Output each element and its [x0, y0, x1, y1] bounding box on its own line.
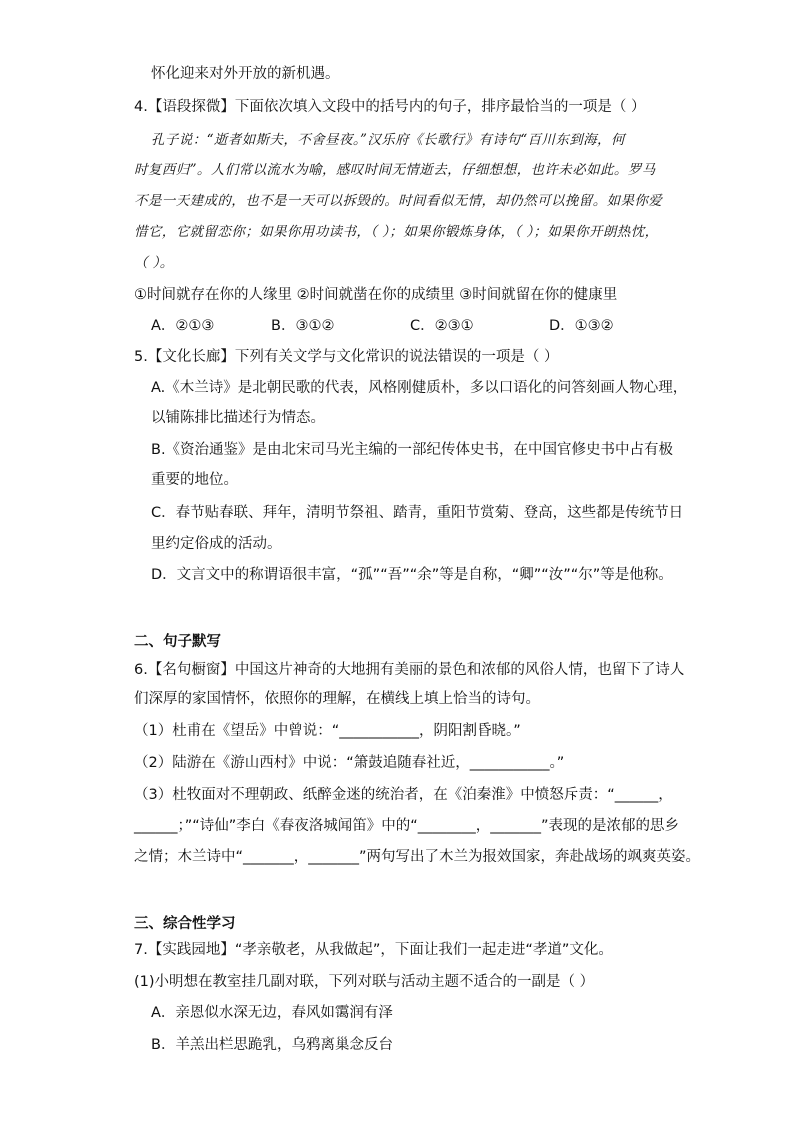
question-6: 6.【名句橱窗】中国这片神奇的大地拥有美丽的景色和浓郁的风俗人情，也留下了诗人 [134, 662, 685, 678]
passage-line: 惜它，它就留恋你；如果你用功读书，（ ）；如果你锻炼身体，（ ）；如果你开朗热忱， [134, 224, 659, 240]
option-d[interactable]: D．①③② [549, 318, 614, 334]
question-5-option-a[interactable]: A.《木兰诗》是北朝民歌的代表，风格刚健质朴，多以口语化的问答刻画人物心理， [151, 380, 688, 396]
sub-question: 之情；木兰诗中“_______，_______”两句写出了木兰为报效国家，奔赴战场的飒爽英姿。 [134, 849, 701, 865]
sub-question: （1）杜甫在《望岳》中曾说：“___________，阴阳割昏晓。” [134, 723, 521, 739]
option-continuation: 里约定俗成的活动。 [151, 536, 282, 552]
option-c[interactable]: C．②③① [410, 318, 474, 334]
question-5-option-b[interactable]: B.《资治通鉴》是由北宋司马光主编的一部纪传体史书，在中国官修史书中占有极 [151, 442, 674, 458]
sub-question: （3）杜牧面对不理朝政、纸醉金迷的统治者，在《泊秦淮》中愤怒斥责：“______， [134, 787, 673, 803]
question-4-items: ①时间就存在你的人缘里 ②时间就凿在你的成绩里 ③时间就留在你的健康里 [134, 287, 618, 303]
option-continuation: 重要的地位。 [151, 472, 238, 488]
sub-question: (1)小明想在教室挂几副对联，下列对联与活动主题不适合的一副是（ ） [134, 974, 595, 990]
option-b[interactable]: B．③①② [271, 318, 335, 334]
sub-question: （2）陆游在《游山西村》中说：“箫鼓追随春社近，___________。” [134, 755, 565, 771]
question-6-continuation: 们深厚的家国情怀，依照你的理解，在横线上填上恰当的诗句。 [134, 691, 540, 707]
question-4: 4.【语段探微】下面依次填入文段中的括号内的句子，排序最恰当的一项是（ ） [134, 99, 646, 115]
question-7-option-a[interactable]: A．亲恩似水深无边，春风如霭润有泽 [151, 1005, 393, 1021]
option-continuation: 以铺陈排比描述行为情态。 [151, 410, 325, 426]
passage-line: 孔子说：“逝者如斯夫，不舍昼夜。”汉乐府《长歌行》有诗句“百川东到海，何 [151, 132, 625, 148]
question-5-option-d[interactable]: D．文言文中的称谓语很丰富，“孤”“吾”“余”等是自称，“卿”“汝”“尔”等是他称。 [151, 567, 673, 583]
passage-line: 不是一天建成的，也不是一天可以拆毁的。时间看似无情，却仍然可以挽留。如果你爱 [134, 193, 663, 209]
section-heading: 三、综合性学习 [134, 916, 236, 932]
passage-line: 时复西归”。人们常以流水为喻，感叹时间无情逝去，仔细想想，也许未必如此。罗马 [134, 162, 656, 178]
question-5: 5.【文化长廊】下列有关文学与文化常识的说法错误的一项是（ ） [134, 349, 559, 365]
passage-line: （ ）。 [134, 255, 174, 271]
question-5-option-c[interactable]: C．春节贴春联、拜年，清明节祭祖、踏青，重阳节赏菊、登高，这些都是传统节日 [151, 505, 684, 521]
question-7-option-b[interactable]: B．羊羔出栏思跪乳，乌鸦离巢念反台 [151, 1037, 393, 1053]
sub-question: ______；”“诗仙”李白《春夜洛城闻笛》中的“________，_______”表现的是浓郁的思乡 [134, 818, 680, 834]
question-7: 7.【实践园地】“孝亲敬老，从我做起”，下面让我们一起走进“孝道”文化。 [134, 942, 613, 958]
text-line: 怀化迎来对外开放的新机遇。 [151, 66, 340, 82]
option-a[interactable]: A．②①③ [151, 318, 215, 334]
section-heading: 二、句子默写 [134, 634, 221, 650]
